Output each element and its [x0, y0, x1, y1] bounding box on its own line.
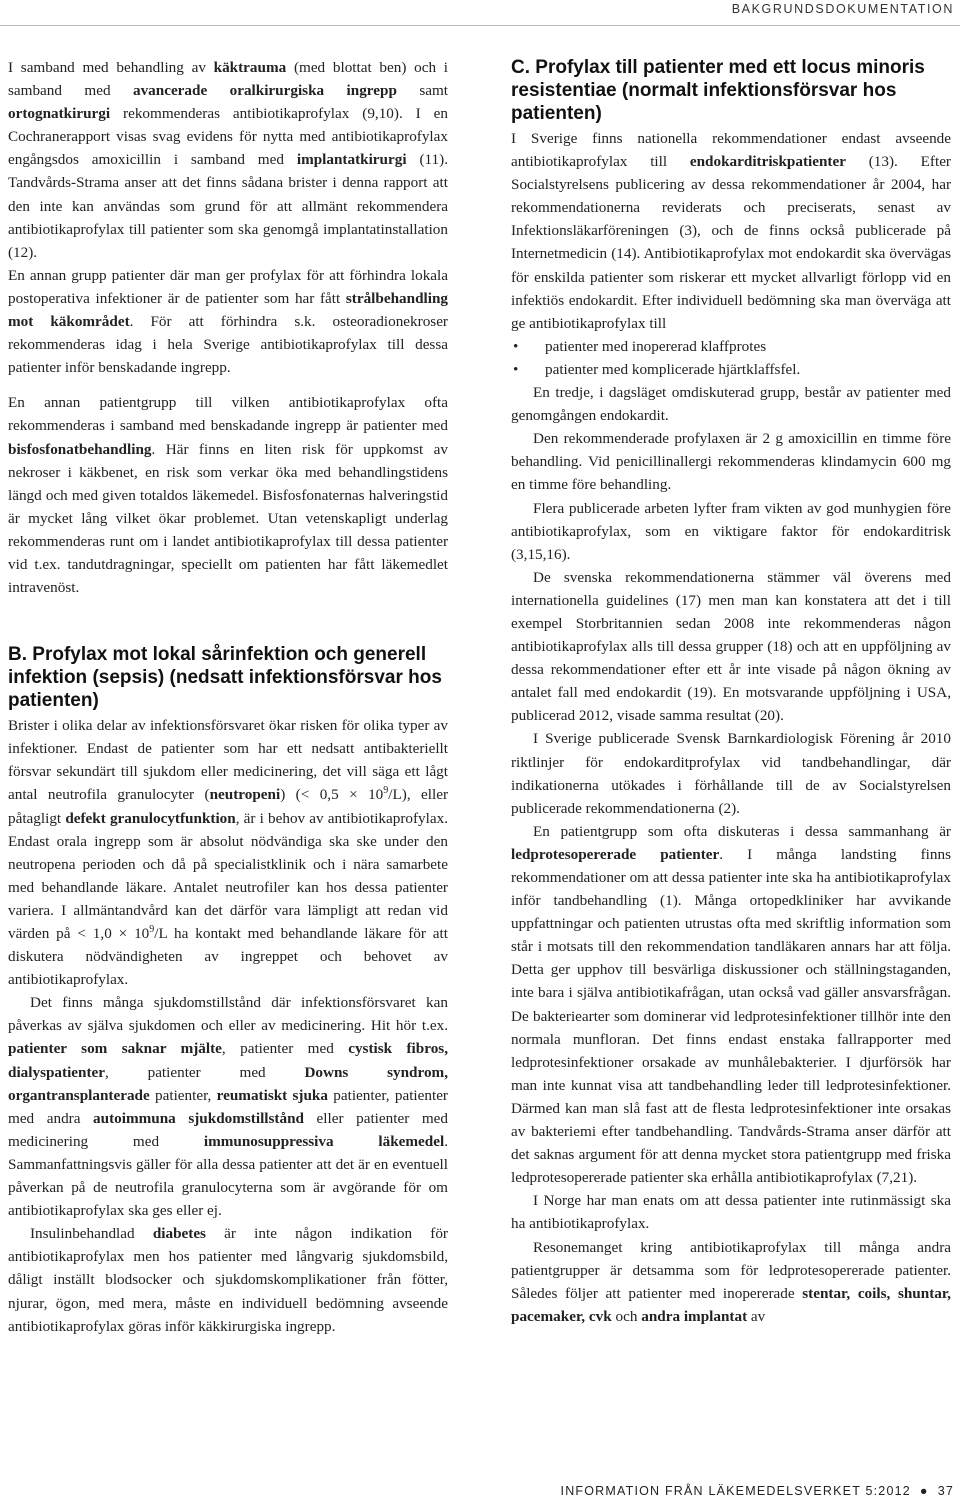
text-run: samt: [396, 82, 449, 100]
text-run: Insulinbehandlad: [30, 1225, 153, 1243]
page-footer: [561, 1484, 954, 1498]
text-run: eller patienter med medicinering med: [8, 1109, 448, 1150]
bold-term: ledprotesopererade patienter: [511, 845, 720, 863]
bullet-icon: •: [513, 337, 519, 355]
text-run: En annan patientgrupp till vilken antibiotikaprofylax ofta rekommenderas i samband med benskadande ingrepp är patienter med: [8, 394, 448, 435]
running-header: BAKGRUNDSDOKUMENTATION: [731, 2, 954, 16]
list-item: [511, 358, 951, 381]
bold-term: autoimmuna sjukdomstillstånd: [93, 1109, 304, 1127]
text-run: /L ha kontakt med behandlande läkare för att diskutera nödvändigheten av ingreppet och behovet av antibiotikaprofylax.: [8, 925, 448, 989]
right-paragraph-7: [511, 820, 951, 1190]
left-paragraph-4: [8, 714, 448, 991]
text-run: . Här finns en liten risk för uppkomst av nekroser i käkbenet, en risk som verkar öka med behandlingstidens längd och med given totaldos läkemedel. Bisfosfonaternas halveringstid är mycket lång vilket ökar problemet. Utan vetenskapligt underlag rekommenderas runt om i landet antibiotikaprofylax till dessa patienter vid t.ex. tandutdragningar, speciellt om patienten har fått läkemedlet intravenöst.: [8, 440, 448, 597]
bold-term: strålbehandling mot käkområdet: [8, 289, 448, 331]
text-run: är inte någon indikation för antibiotikaprofylax men hos patienter med långvarig sjukdomsbild, dåligt inställt blodsocker och sjukdomskomplikationer från fötter, njurar, ögon, med mera, måste en individuell bedömning avseende antibiotikaprofylax göras inför käkkirurgiska ingrepp.: [8, 1225, 448, 1335]
bold-term: diabetes: [152, 1225, 206, 1243]
text-run: /L), eller påtagligt: [8, 786, 449, 827]
text-run: rekommenderas antibiotikaprofylax (9,10). I en Cochranerapport visas svag evidens för nytta med antibiotikaprofylax engångsdos amoxicillin i samband med: [8, 105, 448, 169]
left-column: [8, 56, 448, 1338]
bold-term: implantatkirurgi: [296, 151, 407, 169]
text-run: , patienter med: [105, 1063, 305, 1081]
text-run: Brister i olika delar av infektionsförsvaret ökar risken för olika typer av infektioner. Endast de patienter som har ett nedsatt antibakteriellt försvar sekundärt till sjukdom eller medicinering, det vill säga ett lågt antal neutrofila granulocyter (: [8, 717, 448, 804]
text-run: (med blottat ben) och i samband med: [8, 59, 448, 100]
bold-term: reumatiskt sjuka: [216, 1086, 328, 1104]
superscript: 9: [149, 923, 155, 935]
text-run: . Sammanfattningsvis gäller för alla dessa patienter att det är en eventuell påverkan på de neutrofila granulocyterna som är avgörande för om antibiotikaprofylax ska ges eller ej.: [8, 1132, 448, 1220]
right-paragraph-4: Flera publicerade arbeten lyfter fram vikten av god munhygien före antibiotikaprofylax, som en viktigare faktor för endokarditrisk (3,15,16).: [511, 499, 951, 563]
bold-term: defekt granulocytfunktion: [65, 809, 236, 827]
page-number: 37: [937, 1484, 954, 1498]
text-run: , är i behov av antibiotikaprofylax. Endast orala ingrepp som är absolut nödvändiga ska ske under den neutropena perioden och då på specialistklinik och i nära samarbete med behandlande läkare. Antalet neutrofiler kan hos dessa patienter variera. I allmäntandvård kan det därför vara lämpligt att redan vid värden på < 1,0 × 10: [8, 809, 449, 942]
header-divider: [0, 25, 960, 26]
bold-term: cystisk fibros, dialyspatienter: [8, 1040, 448, 1081]
left-paragraph-2: [8, 264, 448, 379]
bullet-list: [511, 335, 951, 381]
text-run: (13). Efter Socialstyrelsens publicering av dessa rekommendationer år 2004, har rekommendationerna reviderats och preciserats, senast av Infektionsläkarföreningen (3), och de finns också publicerade på Internetmedicin (14). Antibiotikaprofylax mot endokardit ska övervägas för enskilda patienter som riskerar ett mycket allvarligt förlopp vid en infektiös endokardit. Efter individuell bedömning ska man överväga att ge antibiotikaprofylax till: [511, 153, 951, 332]
right-paragraph-9: [511, 1236, 951, 1328]
publication-title: INFORMATION FRÅN LÄKEMEDELSVERKET 5:2012: [560, 1484, 911, 1498]
left-paragraph-3: [8, 391, 448, 599]
text-run: I samband med behandling av: [8, 59, 214, 76]
bold-term: endokarditriskpatienter: [689, 153, 846, 171]
bold-term: neutropeni: [209, 786, 281, 804]
bold-term: patienter som saknar mjälte: [8, 1040, 222, 1058]
text-run: patienter, patienter med andra: [8, 1086, 448, 1127]
bold-term: immunosuppressiva läkemedel: [203, 1132, 445, 1150]
text-run: . I många landsting finns rekommendationer om att dessa patienter inte ska ha antibiotikaprofylax inför tandbehandling (1). Många ortopedkliniker har avvikande uppfattningar och patienten utrustas ofta med skriftlig information som står i motsats till den rekommendation tandläkaren annars har att följa. Detta ger upphov till besvärliga diskussioner och ställningstaganden, inte bara i själva antibiotikafrågan, utan också vad gäller ansvarsfrågan. De bakteriearter som dominerar vid ledprotesinfektioner tillhör inte den normala munfloran. Det finns endast enstaka fallrapporter med ledprotesinfektioner orsakade av munhålebakterier. I djurförsök har man inte kunnat visa att tandbehandling leder till ledprotesinfektioner. Därmed kan man slå fast att de flesta ledprotesinfektioner inte orsakas av bakteriemi efter tandbehandling. Tandvårds-Strama anser därför att det saknas argument för att denna mycket stora patientgrupp med friska ledprotesopererade patienter ska erhålla antibiotikaprofylax (7,21).: [511, 845, 951, 1187]
bold-term: andra implantat: [641, 1307, 748, 1325]
bold-term: ortognatkirurgi: [8, 105, 111, 123]
bullet-icon: •: [513, 360, 519, 378]
text-run: Det finns många sjukdomstillstånd där infektionsförsvaret kan påverkas av själva sjukdomen och eller av medicinering. Hit hör t.ex.: [8, 994, 448, 1035]
superscript: 9: [383, 785, 389, 797]
right-paragraph-6: I Sverige publicerade Svensk Barnkardiologisk Förening år 2010 riktlinjer för endokarditprofylax vid tandbehandlingar, där indikationerna utökades i förhållande till de av Socialstyrelsen publicerade rekommendationerna (2).: [511, 730, 951, 817]
text-run: och: [611, 1307, 642, 1325]
section-heading-c: C. Profylax till patienter med ett locus minoris resistentiae (normalt infektionsförsvar hos patienten): [511, 57, 925, 124]
left-paragraph-1: [8, 56, 448, 264]
right-paragraph-5: De svenska rekommendationerna stämmer väl överens med internationella guidelines (17) men man kan konstatera att det i till exempel Storbritannien sedan 2008 inte rekommenderas någon antibiotikaprofylax alls till dessa grupper (18) och att en uppföljning av dessa rekommendationer efter ett år inte visade på någon ökning av antalet fall med endokardit (19). En motsvarande uppföljning i USA, publicerad 2012, visade samma resultat (20).: [511, 568, 951, 725]
section-heading-b: B. Profylax mot lokal sårinfektion och generell infektion (sepsis) (nedsatt infektionsförsvar hos patienten): [8, 644, 442, 712]
text-run: . För att förhindra s.k. osteoradionekroser rekommenderas idag i hela Sverige antibiotikaprofylax till dessa patienter inför benskadande ingrepp.: [8, 313, 448, 377]
bold-term: bisfosfonatbehandling: [8, 440, 152, 458]
text-run: , patienter med: [221, 1040, 349, 1058]
right-paragraph-8: I Norge har man enats om att dessa patienter inte rutinmässigt ska ha antibiotikaprofylax.: [511, 1192, 951, 1233]
right-paragraph-1: [511, 127, 951, 335]
list-item-text: patienter med inopererad klaffprotes: [545, 337, 767, 355]
right-column: [511, 56, 951, 1328]
separator-dot-icon: ●: [919, 1484, 929, 1498]
text-run: patienter,: [149, 1086, 217, 1104]
text-run: En annan grupp patienter där man ger profylax för att förhindra lokala postoperativa infektioner är de patienter som har fått: [8, 266, 448, 307]
list-item: [511, 335, 951, 358]
bold-term: avancerade oralkirurgiska ingrepp: [132, 82, 397, 100]
bold-term: stentar, coils, shuntar, pacemaker, cvk: [511, 1284, 951, 1325]
bold-term: Downs syndrom, organtransplanterade: [8, 1063, 449, 1104]
left-paragraph-6: [8, 1222, 448, 1337]
text-run: av: [747, 1307, 766, 1325]
list-item-text: patienter med komplicerade hjärtklaffsfel.: [545, 360, 801, 378]
text-run: (11). Tandvårds-Strama anser att det finns sådana brister i denna rapport att den inte kan användas som grund för att allmänt rekommendera antibiotikaprofylax till patienter som ska genomgå implantatinstallation (12).: [8, 151, 448, 261]
right-paragraph-3: Den rekommenderade profylaxen är 2 g amoxicillin en timme före behandling. Vid penicillinallergi rekommenderas klindamycin 600 mg en timme före behandling.: [511, 430, 951, 494]
text-run: ) (< 0,5 × 10: [280, 786, 384, 804]
text-run: En patientgrupp som ofta diskuteras i dessa sammanhang är: [533, 822, 951, 840]
right-paragraph-2: En tredje, i dagsläget omdiskuterad grupp, består av patienter med genomgången endokardit.: [511, 384, 951, 425]
text-run: Resonemanget kring antibiotikaprofylax till många andra patientgrupper är detsamma som för ledprotesopererade patienter. Således följer att patienter med inopererade: [511, 1238, 951, 1302]
left-paragraph-5: [8, 991, 448, 1222]
text-run: I Sverige finns nationella rekommendationer endast avseende antibiotikaprofylax till: [511, 130, 951, 171]
bold-term: käktrauma: [213, 59, 287, 76]
